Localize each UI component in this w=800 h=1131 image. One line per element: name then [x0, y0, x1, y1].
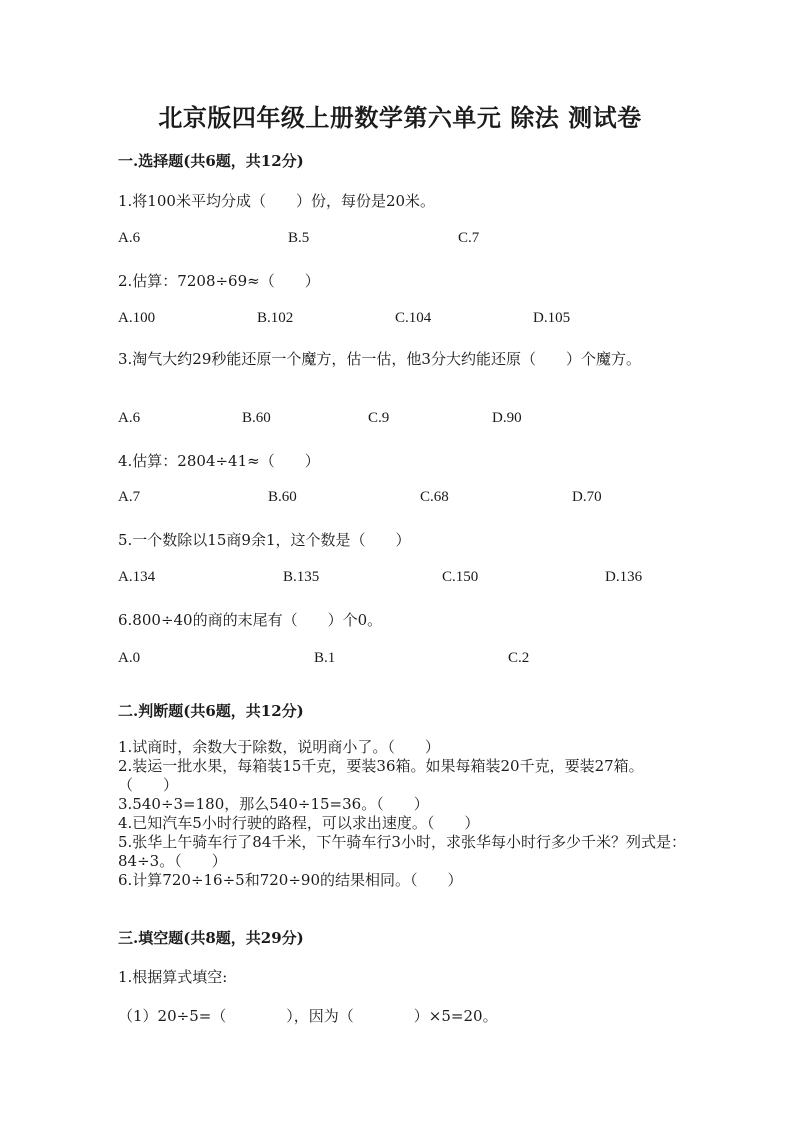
question-subtext: （1）20÷5=（ ），因为（ ）×5=20。	[118, 1007, 498, 1025]
option-c: C.68	[420, 489, 449, 505]
option-b: B.60	[242, 410, 271, 426]
option-a: A.6	[118, 230, 141, 246]
option-c: C.150	[442, 569, 479, 585]
option-c: C.9	[368, 410, 390, 426]
option-b: B.5	[288, 230, 310, 246]
option-c: C.104	[395, 310, 432, 326]
section-heading-judge: 二.判断题(共6题，共12分)	[118, 702, 304, 720]
question-text: 3.淘气大约29秒能还原一个魔方，估一估，他3分大约能还原（ ）个魔方。	[118, 350, 641, 368]
question-text: 6.800÷40的商的末尾有（ ）个0。	[118, 611, 383, 629]
judge-list	[118, 738, 688, 890]
option-a: A.134	[118, 569, 156, 585]
option-d: D.136	[605, 569, 643, 585]
section-heading-choice: 一.选择题(共6题，共12分)	[118, 152, 304, 170]
judge-item: 1.试商时，余数大于除数，说明商小了。（ ）	[118, 738, 440, 756]
option-d: D.70	[572, 489, 602, 505]
judge-item: 5.张华上午骑车行了84千米，下午骑车行3小时，求张华每小时行多少千米？列式是：84÷3。（ ）	[118, 833, 686, 870]
option-a: A.6	[118, 410, 141, 426]
section-heading-fill: 三.填空题(共8题，共29分)	[118, 929, 304, 947]
judge-item: 3.540÷3=180，那么540÷15=36。（ ）	[118, 795, 429, 813]
option-b: B.1	[314, 650, 336, 666]
question-text: 1.根据算式填空:	[118, 968, 228, 986]
option-d: D.90	[492, 410, 522, 426]
judge-item: 6.计算720÷16÷5和720÷90的结果相同。（ ）	[118, 871, 463, 889]
option-b: B.102	[257, 310, 294, 326]
question-text: 2.估算：7208÷69≈（ ）	[118, 272, 320, 290]
option-a: A.100	[118, 310, 156, 326]
option-a: A.7	[118, 489, 141, 505]
question-text: 1.将100米平均分成（ ）份，每份是20米。	[118, 192, 436, 210]
page-title: 北京版四年级上册数学第六单元 除法 测试卷	[158, 103, 642, 132]
judge-item: 4.已知汽车5小时行驶的路程，可以求出速度。（ ）	[118, 814, 480, 832]
question-text: 4.估算：2804÷41≈（ ）	[118, 452, 320, 470]
option-b: B.135	[283, 569, 320, 585]
option-b: B.60	[268, 489, 297, 505]
option-c: C.7	[458, 230, 480, 246]
option-c: C.2	[508, 650, 530, 666]
option-a: A.0	[118, 650, 141, 666]
question-text: 5.一个数除以15商9余1，这个数是（ ）	[118, 531, 411, 549]
judge-item: 2.装运一批水果，每箱装15千克，要装36箱。如果每箱装20千克，要装27箱。（ ）	[118, 757, 644, 794]
option-d: D.105	[533, 310, 571, 326]
